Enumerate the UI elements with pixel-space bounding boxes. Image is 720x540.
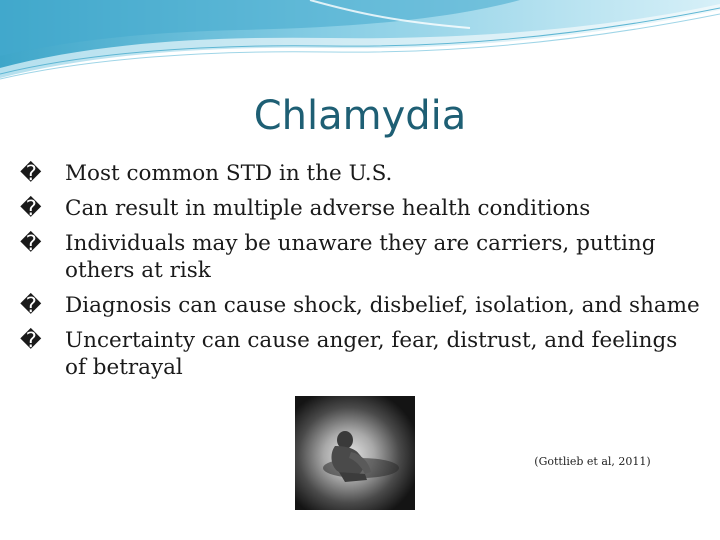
bullet-glyph-icon: �: [20, 293, 42, 317]
bullet-glyph-icon: �: [20, 231, 42, 255]
bullet-text: Most common STD in the U.S.: [65, 161, 393, 186]
person-sitting-photo: [295, 396, 415, 510]
slide-title: Chlamydia: [253, 93, 467, 139]
bullet-text: Uncertainty can cause anger, fear, distrust, and feelings of betrayal: [65, 328, 678, 380]
bullet-text: Can result in multiple adverse health conditions: [65, 196, 591, 221]
bullet-glyph-icon: �: [20, 161, 42, 185]
bullet-item: [20, 160, 700, 187]
bullet-item: [20, 327, 700, 381]
citation: (Gottlieb et al, 2011): [534, 455, 651, 468]
bullet-glyph-icon: �: [20, 196, 42, 220]
wave-header-decoration: [0, 0, 720, 90]
bullet-glyph-icon: �: [20, 328, 42, 352]
bullet-item: [20, 230, 700, 284]
bullet-text: Diagnosis can cause shock, disbelief, isolation, and shame: [65, 293, 700, 318]
bullet-item: [20, 195, 700, 222]
bullet-item: [20, 292, 700, 319]
bullet-list: [20, 160, 700, 389]
bullet-text: Individuals may be unaware they are carriers, putting others at risk: [65, 231, 656, 283]
